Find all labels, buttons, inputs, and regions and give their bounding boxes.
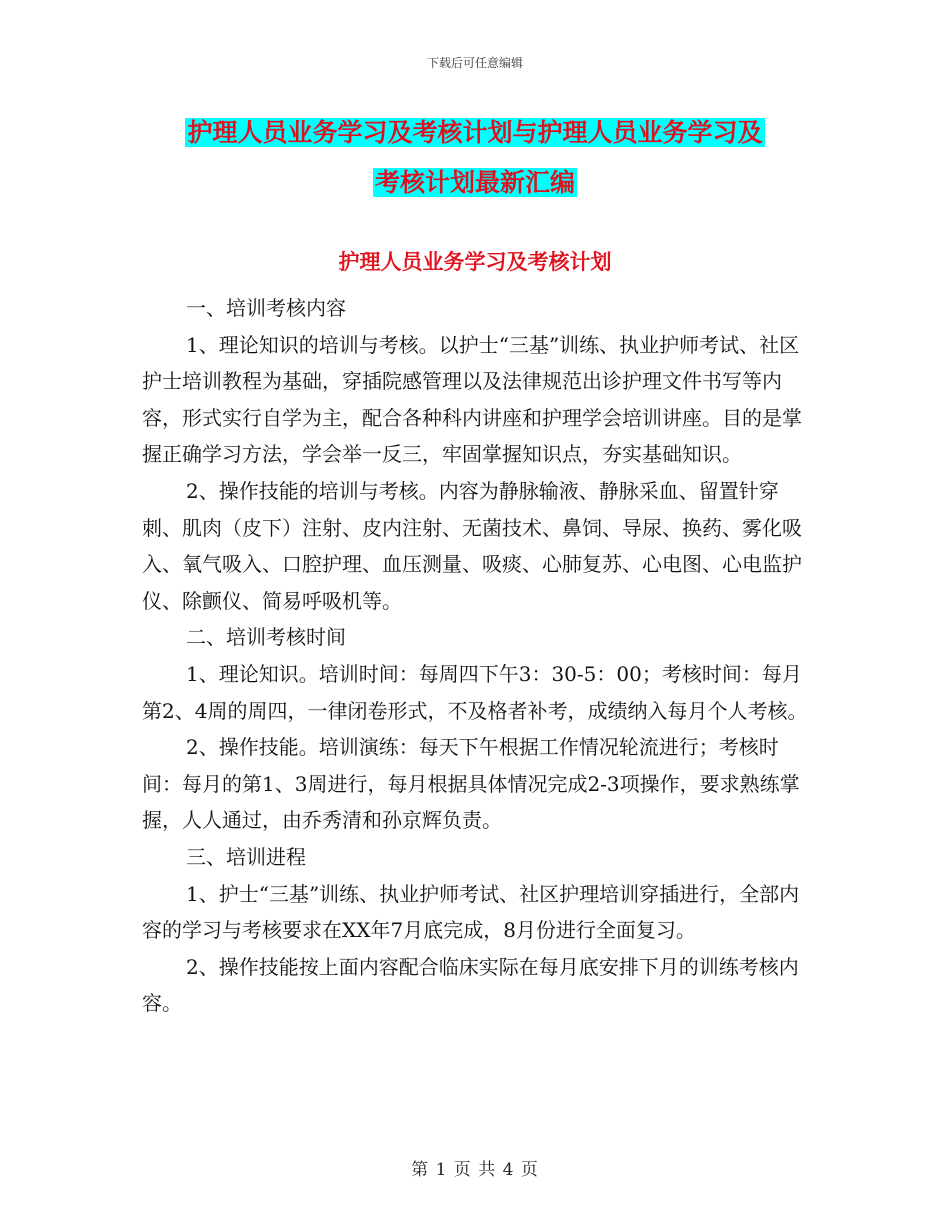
heading-training-time: 二、培训考核时间 — [186, 625, 346, 650]
paragraph-skill-time: 2、操作技能。培训演练：每天下午根据工作情况轮流进行；考核时间：每月的第1、3周进行，每月根据具体情况完成2-3项操作，要求熟练掌握，人人通过，由乔秀清和孙京辉负责。 — [142, 735, 800, 833]
paragraph-theory-time: 1、理论知识。培训时间：每周四下午3：30-5：00；考核时间：每月第2、4周的周四，一律闭卷形式，不及格者补考，成绩纳入每月个人考核。 — [142, 661, 808, 723]
section-title: 护理人员业务学习及考核计划 — [338, 250, 612, 274]
heading-training-content: 一、培训考核内容 — [186, 296, 346, 320]
paragraph-progress-2: 2、操作技能按上面内容配合临床实际在每月底安排下月的训练考核内容。 — [142, 954, 799, 1016]
page-footer: 第 1 页 共 4 页 — [411, 1160, 539, 1180]
header-note: 下载后可任意编辑 — [426, 56, 523, 70]
body-text — [142, 290, 818, 1022]
paragraph-skill-training: 2、操作技能的培训与考核。内容为静脉输液、静脉采血、留置针穿刺、肌肉（皮下）注射、皮内注射、无菌技术、鼻饲、导尿、换药、雾化吸入、氧气吸入、口腔护理、血压测量、吸痰、心肺复苏、心电图、心电监护仪、除颤仪、简易呼吸机等。 — [142, 478, 802, 613]
document-title — [0, 108, 950, 208]
paragraph-progress-1: 1、护士“三基”训练、执业护师考试、社区护理培训穿插进行，全部内容的学习与考核要求在XX年7月底完成，8月份进行全面复习。 — [142, 881, 800, 943]
title-line-2: 考核计划最新汇编 — [374, 168, 575, 197]
title-line-1: 护理人员业务学习及考核计划与护理人员业务学习及 — [187, 118, 763, 147]
heading-training-progress: 三、培训进程 — [186, 844, 306, 869]
paragraph-theory-training: 1、理论知识的培训与考核。以护士“三基”训练、执业护师考试、社区护士培训教程为基础，穿插院感管理以及法律规范出诊护理文件书写等内容，形式实行自学为主，配合各种科内讲座和护理学会培训讲座。目的是掌握正确学习方法，学会举一反三，牢固掌握知识点，夯实基础知识。 — [142, 332, 802, 467]
